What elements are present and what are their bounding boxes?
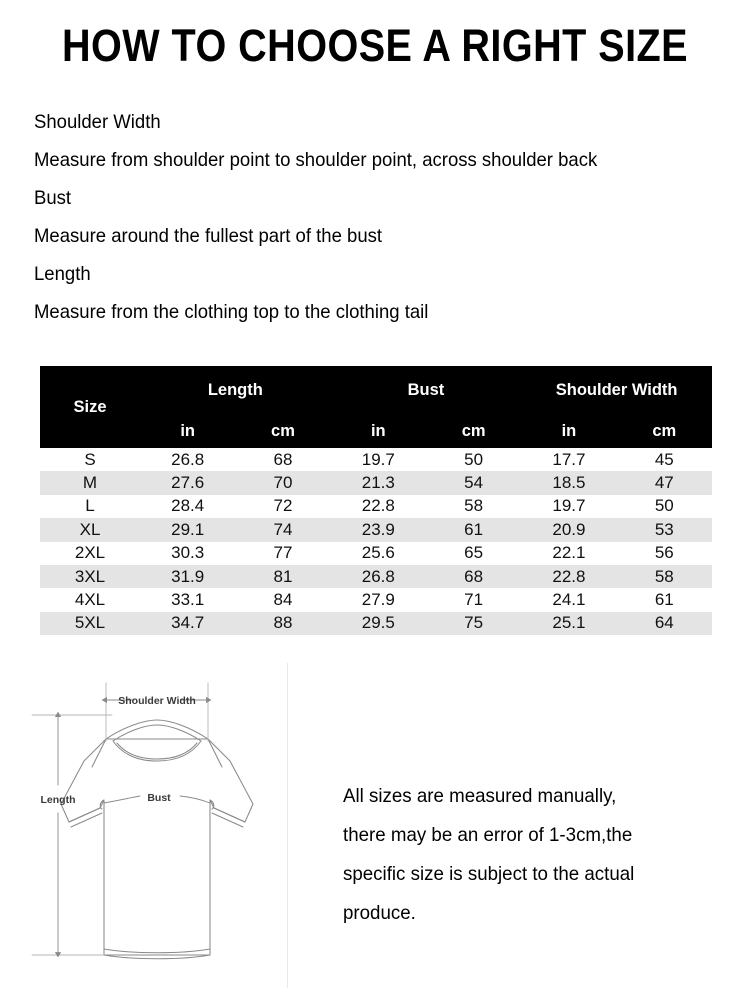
size-chart-table bbox=[40, 366, 712, 635]
cell-bust-cm: 58 bbox=[426, 495, 521, 518]
cell-shoulder-in: 22.1 bbox=[521, 542, 616, 565]
cell-shoulder-in: 25.1 bbox=[521, 612, 616, 635]
cell-bust-cm: 54 bbox=[426, 471, 521, 494]
table-row bbox=[40, 542, 712, 565]
cell-size: M bbox=[40, 471, 140, 494]
instruction-line: Shoulder Width bbox=[34, 111, 161, 133]
cell-length-cm: 81 bbox=[235, 565, 330, 588]
table-body bbox=[40, 448, 712, 635]
cell-bust-cm: 68 bbox=[426, 565, 521, 588]
cell-shoulder-in: 24.1 bbox=[521, 588, 616, 611]
cell-size: XL bbox=[40, 518, 140, 541]
cell-bust-in: 27.9 bbox=[331, 588, 426, 611]
instruction-line: Bust bbox=[34, 187, 72, 209]
cell-bust-in: 23.9 bbox=[331, 518, 426, 541]
table-header-group-row bbox=[40, 366, 712, 414]
page-title: HOW TO CHOOSE A RIGHT SIZE bbox=[61, 20, 688, 71]
cell-length-cm: 74 bbox=[235, 518, 330, 541]
cell-length-cm: 72 bbox=[235, 495, 330, 518]
cell-shoulder-cm: 47 bbox=[617, 471, 712, 494]
instruction-line: Length bbox=[34, 263, 91, 285]
cell-shoulder-in: 18.5 bbox=[521, 471, 616, 494]
cell-length-cm: 70 bbox=[235, 471, 330, 494]
cell-size: 5XL bbox=[40, 612, 140, 635]
cell-length-in: 28.4 bbox=[140, 495, 235, 518]
shoulder-width-label: Shoulder Width bbox=[118, 695, 196, 707]
cell-shoulder-cm: 61 bbox=[617, 588, 712, 611]
cell-size: 2XL bbox=[40, 542, 140, 565]
tshirt-measurement-diagram bbox=[22, 655, 302, 985]
column-header-size: Size bbox=[40, 366, 140, 448]
cell-shoulder-cm: 56 bbox=[617, 542, 712, 565]
column-header-bust-cm: cm bbox=[426, 414, 521, 448]
cell-bust-cm: 71 bbox=[426, 588, 521, 611]
cell-shoulder-cm: 50 bbox=[617, 495, 712, 518]
cell-bust-in: 22.8 bbox=[331, 495, 426, 518]
cell-shoulder-cm: 53 bbox=[617, 518, 712, 541]
instruction-line: Measure around the fullest part of the bust bbox=[34, 225, 383, 247]
column-group-header-shoulder-width: Shoulder Width bbox=[521, 366, 712, 414]
cell-bust-in: 21.3 bbox=[331, 471, 426, 494]
cell-length-cm: 77 bbox=[235, 542, 330, 565]
cell-shoulder-in: 22.8 bbox=[521, 565, 616, 588]
cell-length-in: 26.8 bbox=[140, 448, 235, 471]
disclaimer-line: there may be an error of 1-3cm,the bbox=[343, 824, 633, 846]
bust-label: Bust bbox=[147, 792, 171, 804]
column-header-bust-in: in bbox=[331, 414, 426, 448]
instruction-line: Measure from the clothing top to the clothing tail bbox=[34, 301, 429, 323]
table-row bbox=[40, 588, 712, 611]
cell-bust-cm: 50 bbox=[426, 448, 521, 471]
cell-shoulder-cm: 45 bbox=[617, 448, 712, 471]
cell-length-cm: 68 bbox=[235, 448, 330, 471]
cell-length-in: 30.3 bbox=[140, 542, 235, 565]
cell-size: L bbox=[40, 495, 140, 518]
measurement-instructions bbox=[34, 103, 734, 331]
cell-bust-in: 26.8 bbox=[331, 565, 426, 588]
instruction-line: Measure from shoulder point to shoulder point, across shoulder back bbox=[34, 149, 598, 171]
table-row bbox=[40, 518, 712, 541]
disclaimer-line: All sizes are measured manually, bbox=[343, 785, 617, 807]
table-row bbox=[40, 565, 712, 588]
cell-size: 3XL bbox=[40, 565, 140, 588]
column-group-header-length: Length bbox=[140, 366, 331, 414]
cell-bust-in: 19.7 bbox=[331, 448, 426, 471]
cell-size: 4XL bbox=[40, 588, 140, 611]
measurement-disclaimer bbox=[343, 777, 723, 933]
cell-bust-cm: 61 bbox=[426, 518, 521, 541]
table-row bbox=[40, 448, 712, 471]
column-header-length-in: in bbox=[140, 414, 235, 448]
disclaimer-line: specific size is subject to the actual bbox=[343, 863, 635, 885]
length-label: Length bbox=[40, 794, 76, 806]
cell-bust-in: 29.5 bbox=[331, 612, 426, 635]
cell-length-cm: 84 bbox=[235, 588, 330, 611]
cell-length-in: 31.9 bbox=[140, 565, 235, 588]
cell-bust-cm: 75 bbox=[426, 612, 521, 635]
cell-shoulder-in: 19.7 bbox=[521, 495, 616, 518]
cell-shoulder-in: 20.9 bbox=[521, 518, 616, 541]
cell-length-in: 27.6 bbox=[140, 471, 235, 494]
column-header-shoulder-in: in bbox=[521, 414, 616, 448]
cell-shoulder-cm: 58 bbox=[617, 565, 712, 588]
disclaimer-line: produce. bbox=[343, 902, 416, 924]
cell-length-in: 29.1 bbox=[140, 518, 235, 541]
cell-length-cm: 88 bbox=[235, 612, 330, 635]
cell-length-in: 33.1 bbox=[140, 588, 235, 611]
cell-bust-in: 25.6 bbox=[331, 542, 426, 565]
table-header-unit-row bbox=[40, 414, 712, 448]
column-group-header-bust: Bust bbox=[331, 366, 522, 414]
table-header bbox=[40, 366, 712, 448]
lower-section bbox=[0, 655, 750, 999]
cell-shoulder-in: 17.7 bbox=[521, 448, 616, 471]
table-row bbox=[40, 495, 712, 518]
cell-shoulder-cm: 64 bbox=[617, 612, 712, 635]
cell-bust-cm: 65 bbox=[426, 542, 521, 565]
cell-size: S bbox=[40, 448, 140, 471]
cell-length-in: 34.7 bbox=[140, 612, 235, 635]
column-header-shoulder-cm: cm bbox=[617, 414, 712, 448]
column-header-length-cm: cm bbox=[235, 414, 330, 448]
table-row bbox=[40, 612, 712, 635]
table-row bbox=[40, 471, 712, 494]
